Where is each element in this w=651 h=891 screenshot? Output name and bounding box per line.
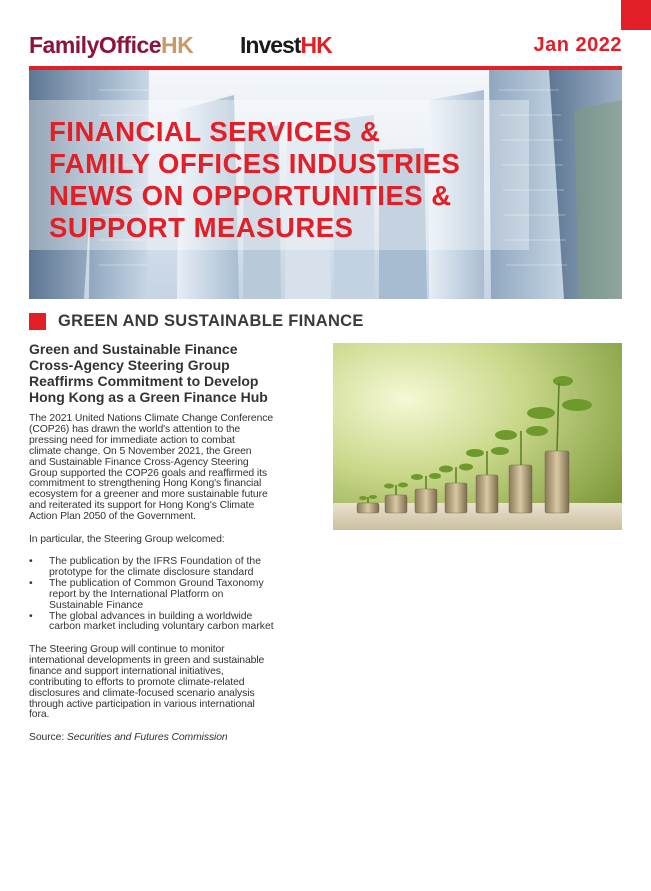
paragraph-line: (COP26) has drawn the world's attention to the — [29, 423, 241, 435]
list-item — [29, 557, 329, 579]
paragraph-line: contributing to efforts to promote climate-related — [29, 676, 245, 688]
article-source — [29, 733, 324, 744]
bullet-icon: • — [29, 610, 33, 622]
article-title-line: Cross-Agency Steering Group — [29, 357, 230, 373]
paragraph-line: international developments in green and sustainable — [29, 654, 265, 666]
paragraph-line: ecosystem for a greener and more sustainable future — [29, 489, 268, 501]
paragraph-line: Group supported the COP26 goals and reaffirmed its — [29, 467, 267, 479]
paragraph-line: The Steering Group will continue to monitor — [29, 644, 225, 655]
banner-title-line: FAMILY OFFICES INDUSTRIES — [49, 148, 461, 179]
list-item-line: prototype for the climate disclosure standard — [49, 566, 254, 578]
banner — [29, 70, 622, 299]
article-paragraph-lead-in — [29, 535, 324, 546]
welcomed-items-list — [29, 557, 329, 633]
paragraph-line: commitment to strengthening Hong Kong's financial — [29, 478, 262, 490]
banner-title-line: NEWS ON OPPORTUNITIES & — [49, 180, 452, 211]
paragraph-line: finance and support international initiatives, — [29, 665, 224, 677]
paragraph-line: through active participation in various international — [29, 698, 255, 710]
section-square-icon — [29, 313, 46, 330]
article-title-line: Hong Kong as a Green Finance Hub — [29, 389, 268, 405]
list-item-line: The publication of Common Ground Taxonomy — [49, 577, 264, 589]
list-item-line: carbon market including voluntary carbon market — [49, 621, 274, 633]
section-title: GREEN AND SUSTAINABLE FINANCE — [58, 312, 364, 330]
paragraph-line: The 2021 United Nations Climate Change Conference — [29, 413, 274, 424]
paragraph-line: and reiterated its support for Hong Kong's Climate — [29, 500, 255, 512]
list-item-line: Sustainable Finance — [49, 599, 144, 611]
paragraph-line: Action Plan 2050 of the Government. — [29, 511, 196, 523]
familyoffice-hk-logo[interactable]: FamilyOfficeHK — [29, 32, 194, 58]
article-paragraph-intro — [29, 414, 324, 523]
corner-accent — [621, 0, 651, 30]
paragraph-line: pressing need for immediate action to combat — [29, 434, 235, 446]
header — [29, 32, 622, 60]
paragraph-line: and Sustainable Finance Cross-Agency Steering — [29, 456, 249, 468]
banner-title-line: FINANCIAL SERVICES & — [49, 116, 381, 147]
list-item-line: report by the International Platform on — [49, 588, 224, 600]
article-paragraph-outlook — [29, 645, 324, 721]
paragraph-line: In particular, the Steering Group welcomed: — [29, 534, 225, 545]
banner-title-line: SUPPORT MEASURES — [49, 212, 354, 243]
list-item-line: The global advances in building a worldwide — [49, 610, 253, 622]
list-item-line: The publication by the IFRS Foundation of the — [49, 556, 261, 567]
article-title — [29, 341, 319, 405]
coin-stacks-seedlings-photo — [333, 343, 622, 530]
paragraph-line: disclosures and climate-focused scenario analysis — [29, 687, 255, 699]
source-label: Source: — [29, 732, 67, 743]
article-title-line: Reaffirms Commitment to Develop — [29, 373, 259, 389]
bullet-icon: • — [29, 577, 33, 589]
article-title-line: Green and Sustainable Finance — [29, 341, 238, 357]
list-item — [29, 612, 329, 634]
list-item — [29, 579, 329, 612]
paragraph-line: climate change. On 5 November 2021, the Green — [29, 445, 252, 457]
paragraph-line: fora. — [29, 709, 50, 721]
banner-title — [49, 116, 529, 244]
issue-date: Jan 2022 — [533, 34, 622, 56]
source-name: Securities and Futures Commission — [66, 732, 228, 743]
bullet-icon: • — [29, 556, 33, 567]
investhk-logo[interactable]: InvestHK — [240, 32, 332, 58]
